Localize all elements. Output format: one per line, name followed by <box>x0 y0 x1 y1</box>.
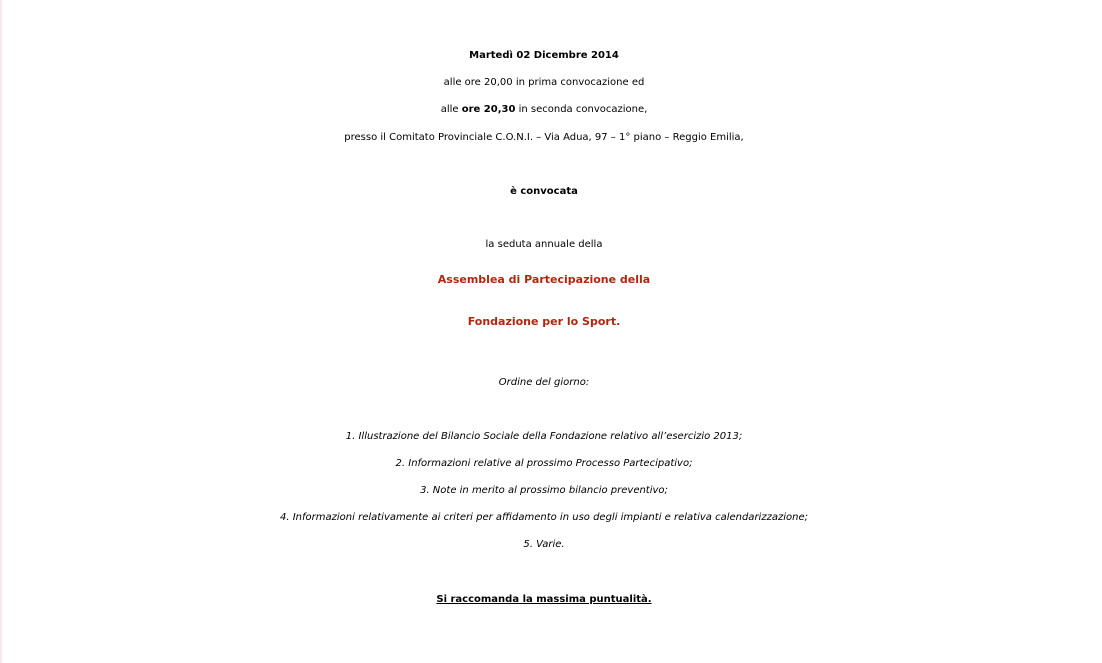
assembly-title-line-1: Assemblea di Partecipazione della <box>437 273 651 286</box>
second-call-line <box>0 97 1088 123</box>
agenda-item: 4. Informazioni relativamente ai criteri per affidamento in uso degli impianti e relativa calendarizzazione; <box>280 512 808 523</box>
assembly-title-line-2: Fondazione per lo Sport. <box>467 315 621 328</box>
first-call-line: alle ore 20,00 in prima convocazione ed <box>443 77 645 88</box>
second-call-time: ore 20,30 <box>461 104 516 115</box>
second-call-prefix: alle <box>440 104 462 115</box>
session-intro: la seduta annuale della <box>485 239 603 250</box>
venue-line: presso il Comitato Provinciale C.O.N.I. – Via Adua, 97 – 1° piano – Reggio Emilia, <box>344 132 744 143</box>
agenda-item: 2. Informazioni relative al prossimo Processo Partecipativo; <box>395 458 693 469</box>
agenda-item: 1. Illustrazione del Bilancio Sociale della Fondazione relativo all’esercizio 2013; <box>345 431 743 442</box>
second-call-suffix: in seconda convocazione, <box>515 104 648 115</box>
meeting-date: Martedì 02 Dicembre 2014 <box>469 50 619 61</box>
convened-line: è convocata <box>510 186 578 197</box>
agenda-item: 5. Varie. <box>523 539 565 550</box>
agenda-heading: Ordine del giorno: <box>498 377 590 388</box>
agenda-item: 3. Note in merito al prossimo bilancio preventivo; <box>420 485 668 496</box>
punctuality-notice: Si raccomanda la massima puntualità. <box>436 594 652 605</box>
